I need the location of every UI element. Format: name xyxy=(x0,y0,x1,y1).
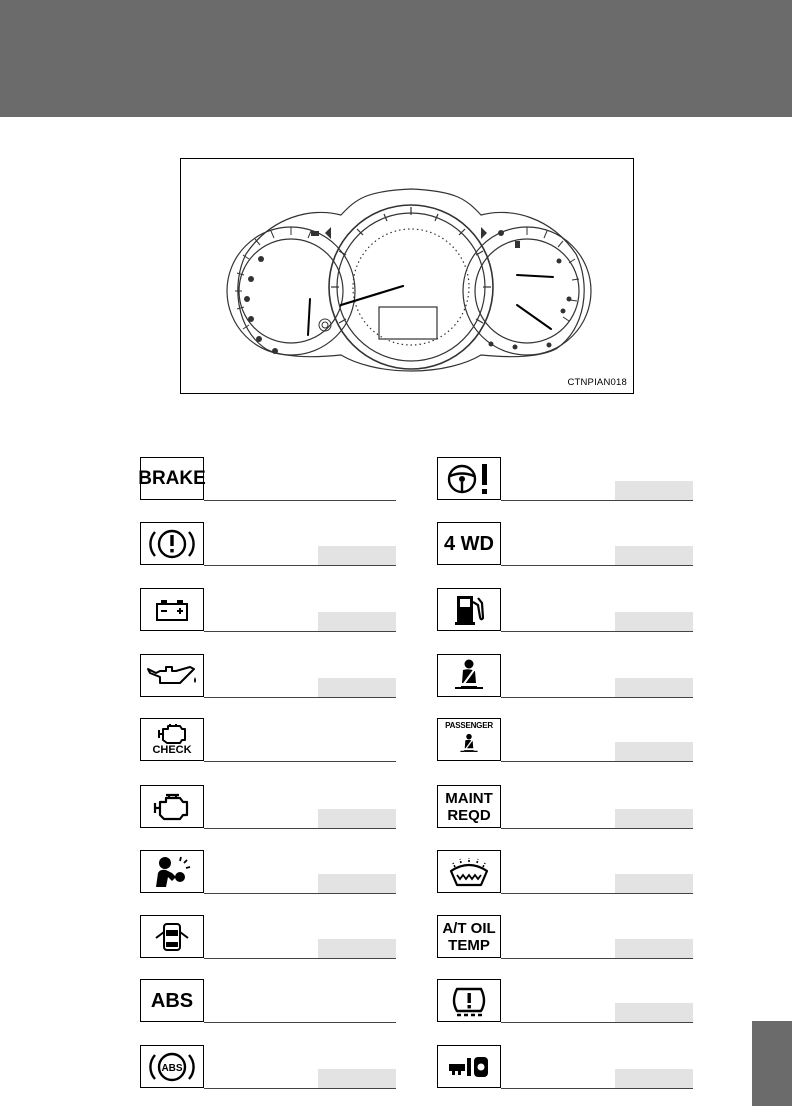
row-divider xyxy=(204,631,396,632)
indicator-row-brake xyxy=(140,457,396,509)
shade-box xyxy=(318,939,396,958)
indicator-row-charging xyxy=(140,588,396,640)
indicator-row-4wd xyxy=(437,522,693,574)
indicator-row-abs-circle xyxy=(140,1045,396,1097)
row-divider xyxy=(204,565,396,566)
engine-icon xyxy=(140,785,204,828)
indicator-row-oil-pressure xyxy=(140,654,396,706)
seatbelt-icon xyxy=(437,654,501,697)
row-divider xyxy=(204,697,396,698)
power-steering-icon xyxy=(437,457,501,500)
row-divider xyxy=(501,631,693,632)
indicator-row-low-fuel xyxy=(437,588,693,640)
4wd-label: 4 WD xyxy=(444,532,494,555)
shade-box xyxy=(615,481,693,500)
indicator-row-tire-pressure xyxy=(437,979,693,1031)
row-divider xyxy=(501,1022,693,1023)
row-divider xyxy=(501,958,693,959)
shade-box xyxy=(615,874,693,893)
four-wheel-drive-icon xyxy=(437,522,501,565)
fuel-pump-icon xyxy=(437,588,501,631)
passenger-seatbelt-icon xyxy=(437,718,501,761)
section-tab xyxy=(752,1021,792,1106)
row-divider xyxy=(204,893,396,894)
instrument-cluster-illustration xyxy=(181,159,635,395)
at-oil-label: A/T OIL xyxy=(442,919,496,937)
washer-fluid-icon xyxy=(437,850,501,893)
shade-box xyxy=(318,874,396,893)
shade-box xyxy=(615,546,693,565)
shade-box xyxy=(318,546,396,565)
tire-pressure-icon xyxy=(437,979,501,1022)
abs-icon xyxy=(140,979,204,1022)
brake-label: BRAKE xyxy=(138,468,206,489)
indicator-row-seatbelt xyxy=(437,654,693,706)
check-engine-icon xyxy=(140,718,204,761)
airbag-icon xyxy=(140,850,204,893)
indicator-row-malfunction xyxy=(140,785,396,837)
abs-label: ABS xyxy=(150,989,194,1012)
oil-can-icon xyxy=(140,654,204,697)
indicator-row-washer xyxy=(437,850,693,902)
parking-brake-icon xyxy=(140,522,204,565)
row-divider xyxy=(204,828,396,829)
instrument-cluster-figure xyxy=(180,158,634,394)
row-divider xyxy=(204,958,396,959)
shade-box xyxy=(615,742,693,761)
maint-label: MAINT xyxy=(445,789,493,807)
row-divider xyxy=(501,697,693,698)
indicator-row-abs xyxy=(140,979,396,1031)
row-divider xyxy=(204,761,396,762)
indicator-row-passenger-seatbelt xyxy=(437,718,693,770)
row-divider xyxy=(204,1088,396,1089)
abs-circle-icon xyxy=(140,1045,204,1088)
indicator-row-parking-brake xyxy=(140,522,396,574)
row-divider xyxy=(501,893,693,894)
shade-box xyxy=(318,1069,396,1088)
row-divider xyxy=(501,500,693,501)
row-divider xyxy=(501,761,693,762)
shade-box xyxy=(615,612,693,631)
brake-warning-icon xyxy=(140,457,204,500)
indicator-row-check-engine xyxy=(140,718,396,770)
shade-box xyxy=(318,612,396,631)
figure-caption: CTNPIAN018 xyxy=(567,377,627,388)
at-oil-temp-icon xyxy=(437,915,501,958)
shade-box xyxy=(615,809,693,828)
indicator-row-at-oil-temp xyxy=(437,915,693,967)
indicator-row-immobilizer xyxy=(437,1045,693,1097)
door-open-icon xyxy=(140,915,204,958)
reqd-label: REQD xyxy=(447,806,491,824)
row-divider xyxy=(204,1022,396,1023)
shade-box xyxy=(615,678,693,697)
shade-box xyxy=(615,1069,693,1088)
indicator-row-maint-reqd xyxy=(437,785,693,837)
temp-label: TEMP xyxy=(448,936,490,954)
row-divider xyxy=(501,565,693,566)
check-label: CHECK xyxy=(152,743,192,756)
header-bar xyxy=(0,0,792,117)
row-divider xyxy=(501,828,693,829)
indicator-row-power-steering xyxy=(437,457,693,509)
passenger-label: PASSENGER xyxy=(445,721,493,730)
shade-box xyxy=(318,678,396,697)
abs-circle-label: ABS xyxy=(161,1062,183,1074)
row-divider xyxy=(204,500,396,501)
indicator-row-door-open xyxy=(140,915,396,967)
shade-box xyxy=(615,939,693,958)
key-icon xyxy=(437,1045,501,1088)
row-divider xyxy=(501,1088,693,1089)
maintenance-required-icon xyxy=(437,785,501,828)
battery-icon xyxy=(140,588,204,631)
shade-box xyxy=(318,809,396,828)
shade-box xyxy=(615,1003,693,1022)
indicator-row-srs xyxy=(140,850,396,902)
